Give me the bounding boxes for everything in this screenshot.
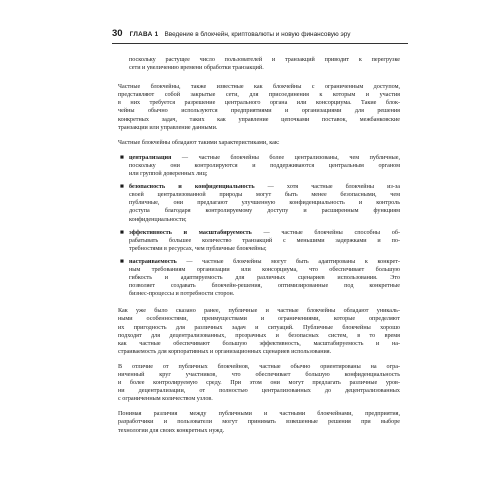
list-item-customizability — [118, 258, 400, 298]
text-line: ными особенностями, преимуществами и ограничениями, которые определяют — [118, 316, 400, 323]
body-text — [118, 56, 400, 442]
term-description: — частные блокчейны способны об- — [251, 229, 400, 236]
square-bullet-icon: ■ — [120, 228, 124, 236]
text-line: подходят для децентрализованных, прозрачных и безопасных систем, в то время — [118, 332, 400, 339]
text-line — [129, 183, 400, 191]
text-line: Понимая различия между публичными и частными блокчейнами, предприятия, — [118, 411, 400, 418]
text-line: рабатывать большее количество транзакций с меньшими задержками и по- — [129, 237, 400, 244]
text-line: публичные, они предлагают улучшенную конфиденциальность и контроль — [129, 200, 400, 207]
text-line: доступа благодаря контролируемому доступу и расширенным функциям — [129, 208, 400, 215]
square-bullet-icon: ■ — [120, 183, 124, 191]
text-line: и более контролируемую среду. При этом они могут предлагать различные уров- — [118, 380, 400, 387]
text-line: Частные блокчейны, также известные как блокчейны с ограниченным доступом, — [118, 84, 400, 91]
text-line: ным требованиям организации или консорциума, что обеспечивает большую — [129, 266, 400, 273]
text-line: гибкость и адаптируемость для различных сценариев использования. Это — [129, 275, 400, 282]
text-line: требностями в ресурсах, чем публичные блокчейны; — [129, 245, 267, 252]
text-line: своей централизованной природы могут быть менее безопасными, чем — [129, 192, 400, 199]
text-line: позволяет создавать блокчейн-решения, оптимизированные под конкретные — [129, 283, 400, 290]
text-line: Частные блокчейны обладают такими характеристиками, как: — [118, 139, 280, 146]
text-line: технологии для своих конкретных нужд. — [118, 427, 225, 434]
text-line: с ограниченным количеством узлов. — [118, 396, 213, 403]
term-description: — хотя частные блокчейны из-за — [254, 184, 400, 191]
term: безопасность и конфиденциальность — [129, 184, 255, 191]
text-line: Как уже было сказано ранее, публичные и частные блокчейны обладают уникаль- — [118, 308, 400, 315]
square-bullet-icon: ■ — [120, 257, 124, 265]
text-line: конкретных задач, таких как управление цепочками поставок, межбанковские — [118, 116, 400, 123]
text-line: транзакции или управление данными. — [118, 124, 218, 131]
text-line: ниченный круг участников, что обеспечивает большую конфиденциальность — [118, 372, 400, 378]
running-header — [112, 28, 408, 40]
term: централизация — [129, 154, 172, 161]
text-line: их пригодность для различных задач и ситуаций. Публичные блокчейны хорошо — [118, 324, 400, 331]
list-item-centralization — [118, 154, 400, 178]
text-line: бизнес-процессы и потребности сторон. — [129, 291, 235, 298]
characteristics-list — [118, 154, 400, 299]
text-line: или группой доверенных лиц; — [129, 171, 208, 178]
square-bullet-icon: ■ — [120, 153, 124, 161]
text-line: поскольку растущее число пользователей и транзакций приводит к перегрузке — [129, 57, 400, 63]
text-line: конфиденциальности; — [129, 216, 187, 223]
text-line — [129, 258, 400, 266]
text-line: разработчики и пользователи могут принимать взвешенные решения при выборе — [118, 419, 400, 426]
text-line: ни децентрализации, от полностью централизованных до децентрализованных — [118, 388, 400, 395]
paragraph-comparison — [118, 307, 400, 356]
text-line: В отличие от публичных блокчейнов, частные обычно ориентированы на огра- — [118, 363, 400, 370]
chapter-title: Введение в блокчейн, криптовалюты и новую финансовую эру — [164, 31, 351, 38]
page-number: 30 — [112, 28, 123, 39]
text-line — [129, 229, 400, 237]
term-description: — частные блокчейны более централизованы, чем публичные, — [171, 154, 400, 161]
term: настраиваемость — [129, 258, 177, 265]
chapter-label: ГЛАВА 1 — [129, 31, 159, 38]
text-line: представляют собой закрытые сети, для присоединения к которым и участия — [118, 92, 400, 99]
text-line: сети и увеличению времени обработки транзакций. — [129, 65, 264, 72]
paragraph-conclusion — [118, 410, 400, 434]
text-line: чейны обычно используются предприятиями и организациями для решения — [118, 108, 400, 115]
text-line: страиваемость для корпоративных и организационных сценариев использования. — [118, 348, 332, 355]
continued-paragraph — [129, 56, 400, 72]
text-line: как частные обеспечивают большую эффективность, масштабируемость и на- — [118, 340, 400, 347]
term-description: — частные блокчейны могут быть адаптированы к конкрет- — [176, 258, 400, 265]
text-line — [129, 154, 400, 162]
text-line: в них требуется разрешение центрального органа или консорциума. Такие блок- — [118, 100, 400, 107]
paragraph-private-blockchains — [118, 83, 400, 132]
header-rule — [112, 43, 408, 44]
paragraph-characteristics-intro — [118, 139, 400, 147]
paragraph-contrast — [118, 363, 400, 403]
list-item-security — [118, 183, 400, 223]
text-line: поскольку они контролируются и поддерживаются центральным органом — [129, 162, 400, 169]
term: эффективность и масштабируемость — [129, 229, 252, 236]
list-item-efficiency — [118, 229, 400, 253]
